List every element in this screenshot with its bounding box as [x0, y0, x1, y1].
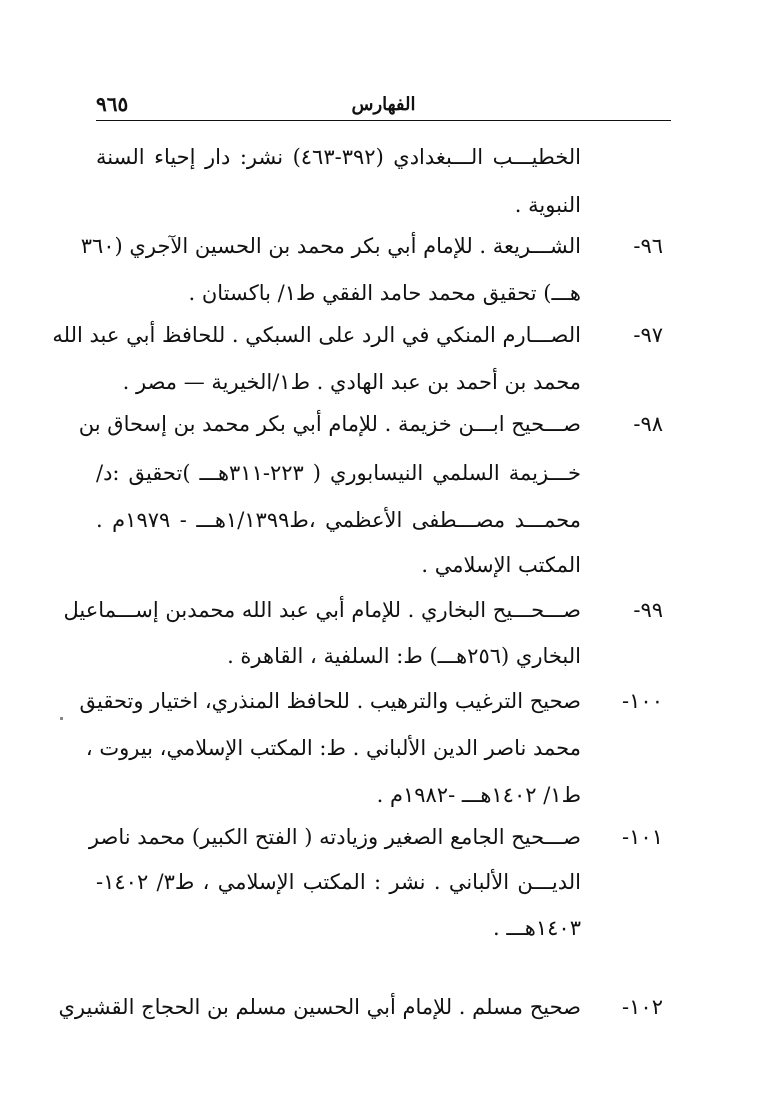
entry-96-line-2: هـــ) تحقيق محمد حامد الفقي ط١/ باكستان . [188, 281, 581, 305]
entry-100-line-2: محمد ناصر الدين الألباني . ط: المكتب الإسلامي، بيروت ، [85, 736, 581, 760]
entry-99-line-2: البخاري (٢٥٦هـــ) ط: السلفية ، القاهرة . [227, 644, 581, 668]
entry-102-line-1: صحيح مسلم . للإمام أبي الحسين مسلم بن الحجاج القشيري [58, 995, 581, 1019]
entry-101-line-2: الديـــن الألباني . نشر : المكتب الإسلامي ، ط٣/ ١٤٠٢- [96, 870, 581, 894]
entry-99-line-1: صـــحـــيح البخاري . للإمام أبي عبد الله محمدبن إســـماعيل [63, 598, 581, 622]
entry-0-line-2: النبوية . [514, 193, 581, 217]
entry-101-number: ١٠١- [622, 825, 663, 849]
entry-97-line-2: محمد بن أحمد بن عبد الهادي . ط١/الخيرية — مصر . [122, 370, 581, 394]
entry-98-line-3: محمـــد مصـــطفى الأعظمي ،ط١/١٣٩٩هـــ - ١٩٧٩م . [96, 508, 581, 532]
entry-98-line-2: خـــزيمة السلمي النيسابوري ( ٢٢٣-٣١١هـــ )تحقيق :د/ [96, 461, 582, 485]
running-title: الفهارس [351, 94, 416, 115]
entry-96-number: ٩٦- [633, 234, 663, 258]
entry-98-line-1: صـــحيح ابـــن خزيمة . للإمام أبي بكر محمد بن إسحاق بن [78, 412, 581, 436]
margin-speck [60, 717, 63, 720]
entry-98-line-4: المكتب الإسلامي . [421, 553, 581, 577]
entry-101-line-3: ١٤٠٣هـــ . [492, 916, 581, 940]
page-number: ٩٦٥ [96, 92, 129, 116]
entry-100-number: ١٠٠- [622, 689, 663, 713]
entry-102-number: ١٠٢- [622, 995, 663, 1019]
page-header [96, 92, 671, 121]
entry-100-line-3: ط١/ ١٤٠٢هـــ -١٩٨٢م . [376, 783, 581, 807]
entry-0-line-1: الخطيـــب الـــبغدادي (٣٩٢-٤٦٣) نشر: دار إحياء السنة [96, 145, 581, 169]
entry-100-line-1: صحيح الترغيب والترهيب . للحافظ المنذري، اختيار وتحقيق [79, 689, 581, 713]
entry-97-number: ٩٧- [633, 323, 663, 347]
entry-97-line-1: الصـــارم المنكي في الرد على السبكي . للحافظ أبي عبد الله [52, 323, 581, 347]
entry-98-number: ٩٨- [633, 412, 663, 436]
entry-96-line-1: الشـــريعة . للإمام أبي بكر محمد بن الحسين الآجري (٣٦٠ [80, 234, 581, 258]
entry-99-number: ٩٩- [633, 598, 663, 622]
entry-101-line-1: صـــحيح الجامع الصغير وزيادته ( الفتح الكبير) محمد ناصر [88, 825, 581, 849]
